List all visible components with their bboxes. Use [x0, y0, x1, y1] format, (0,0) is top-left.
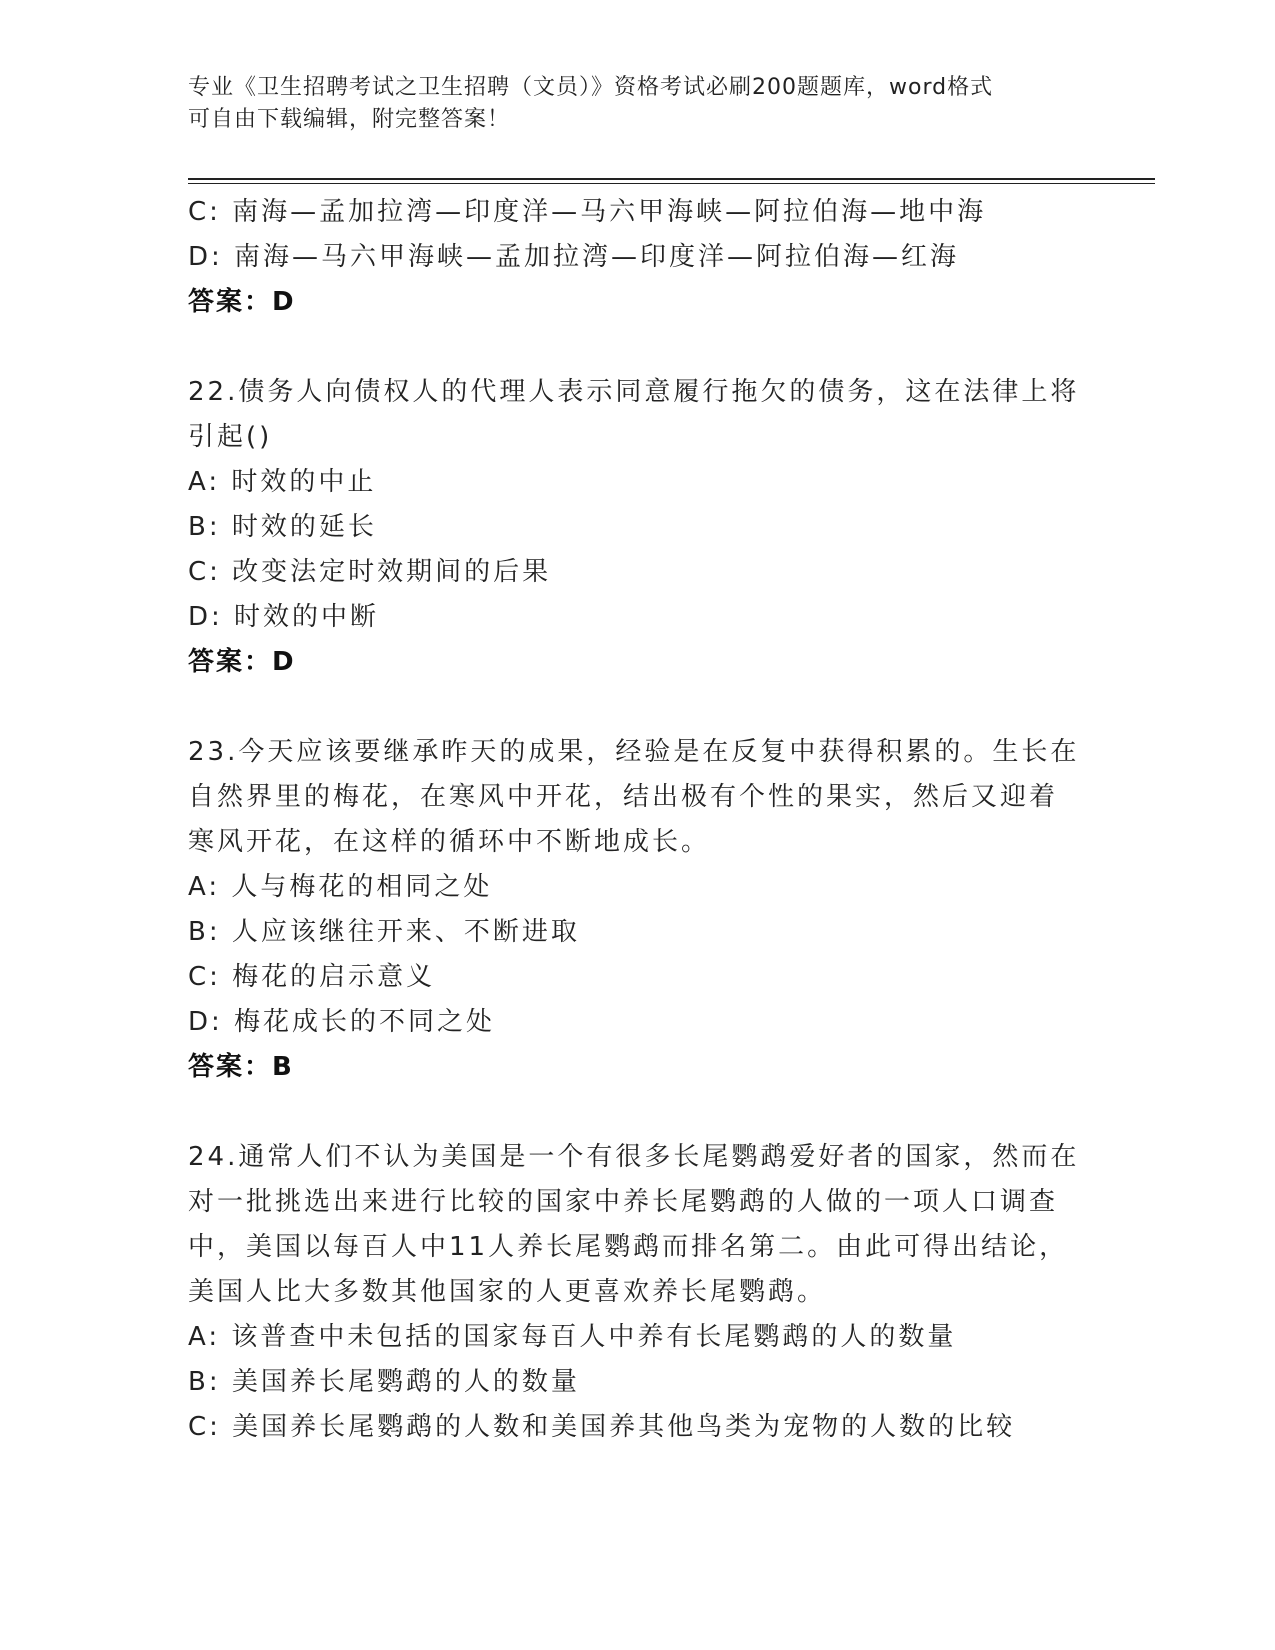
question-stem-line: 寒风开花，在这样的循环中不断地成长。 [188, 827, 711, 857]
option-a: A: 该普查中未包括的国家每百人中养有长尾鹦鹉的人的数量 [188, 1322, 957, 1352]
header-divider-thick [188, 178, 1155, 180]
question-stem-line: 24.通常人们不认为美国是一个有很多长尾鹦鹉爱好者的国家，然而在 [188, 1142, 1080, 1172]
question-stem-line: 23.今天应该要继承昨天的成果，经验是在反复中获得积累的。生长在 [188, 737, 1080, 767]
answer-label: 答案：D [188, 647, 296, 677]
header-title-line-2: 可自由下载编辑，附完整答案！ [188, 107, 511, 132]
answer-label: 答案：B [188, 1052, 294, 1082]
question-stem-line: 对一批挑选出来进行比较的国家中养长尾鹦鹉的人做的一项人口调查 [188, 1187, 1059, 1217]
option-c: C: 梅花的启示意义 [188, 962, 436, 992]
question-22 [188, 370, 1088, 685]
option-c: C: 美国养长尾鹦鹉的人数和美国养其他鸟类为宠物的人数的比较 [188, 1412, 1016, 1442]
option-c: C: 改变法定时效期间的后果 [188, 557, 552, 587]
page-header [188, 72, 1068, 136]
option-b: B: 时效的延长 [188, 512, 377, 542]
spacer [188, 325, 1088, 370]
question-content [188, 190, 1088, 1450]
spacer [188, 685, 1088, 730]
option-c: C: 南海—孟加拉湾—印度洋—马六甲海峡—阿拉伯海—地中海 [188, 197, 987, 227]
option-d: D: 南海—马六甲海峡—孟加拉湾—印度洋—阿拉伯海—红海 [188, 242, 960, 272]
option-d: D: 时效的中断 [188, 602, 380, 632]
question-stem-line: 22.债务人向债权人的代理人表示同意履行拖欠的债务，这在法律上将 [188, 377, 1080, 407]
question-23 [188, 730, 1088, 1090]
answer-label: 答案：D [188, 287, 296, 317]
question-stem-line: 引起() [188, 422, 273, 452]
question-stem-line: 自然界里的梅花，在寒风中开花，结出极有个性的果实，然后又迎着 [188, 782, 1059, 812]
question-stem-line: 美国人比大多数其他国家的人更喜欢养长尾鹦鹉。 [188, 1277, 827, 1307]
spacer [188, 1090, 1088, 1135]
option-b: B: 人应该继往开来、不断进取 [188, 917, 580, 947]
option-b: B: 美国养长尾鹦鹉的人的数量 [188, 1367, 580, 1397]
question-24 [188, 1135, 1088, 1450]
header-divider-thin [188, 183, 1155, 184]
option-d: D: 梅花成长的不同之处 [188, 1007, 496, 1037]
question-stem-line: 中，美国以每百人中11人养长尾鹦鹉而排名第二。由此可得出结论， [188, 1232, 1069, 1262]
question-21-continued [188, 190, 1088, 325]
header-title-line-1: 专业《卫生招聘考试之卫生招聘（文员）》资格考试必刷200题题库，word格式 [188, 75, 994, 100]
option-a: A: 人与梅花的相同之处 [188, 872, 493, 902]
option-a: A: 时效的中止 [188, 467, 377, 497]
